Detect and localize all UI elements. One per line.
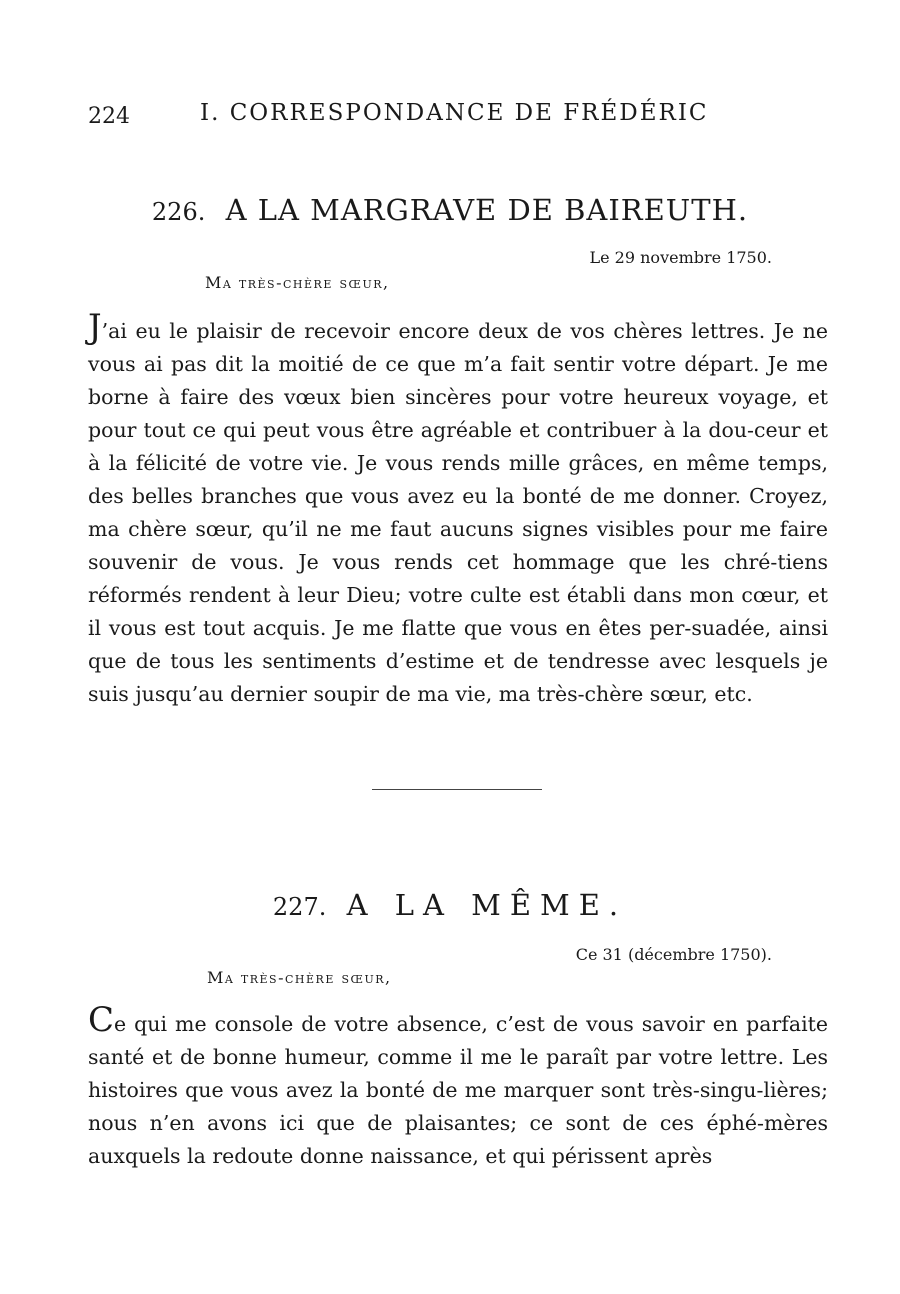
letter-text: ’ai eu le plaisir de recevoir encore deux de vos chères lettres. Je ne vous ai pas dit la moitié de ce que m’a fait sentir votre départ. Je me borne à faire des vœux bien sincères pour votre heureux voyage, et pour tout ce qui peut vous être agréable et contribuer à la dou-ceur et à la félicité de votre vie. Je vous rends mille grâces, en même temps, des belles branches que vous avez eu la bonté de me donner. Croyez, ma chère sœur, qu’il ne me faut aucuns signes visibles pour me faire souvenir de vous. Je vous rends cet hommage que les chré-tiens réformés rendent à leur Dieu; votre culte est établi dans mon cœur, et il vous est tout acquis. Je me flatte que vous en êtes per-suadée, ainsi que de tous les sentiments d’estime et de tendresse avec lesquels je suis jusqu’au dernier soupir de ma vie, ma très-chère sœur, etc. <box>88 319 828 706</box>
section-divider <box>372 789 542 790</box>
letter-227-salutation: Ma très-chère sœur, <box>207 968 392 987</box>
letter-226-heading <box>0 193 900 227</box>
running-head <box>88 100 728 132</box>
letter-text: e qui me console de votre absence, c’est de vous savoir en parfaite santé et de bonne humeur, comme il me le paraît par votre lettre. Les histoires que vous avez la bonté de me marquer sont très-singu-lières; nous n’en avons ici que de plaisantes; ce sont de ces éphé-mères auxquels la redoute donne naissance, et qui périssent après <box>88 1012 828 1168</box>
drop-initial: J <box>88 307 102 347</box>
letter-title: A LA MÊME. <box>346 888 628 922</box>
letter-number: 227. <box>272 893 327 921</box>
letter-226-body <box>88 307 828 711</box>
letter-227-body <box>88 1000 828 1173</box>
letter-number: 226. <box>151 198 206 226</box>
letter-227-heading <box>0 888 900 922</box>
letter-title: A LA MARGRAVE DE BAIREUTH. <box>225 193 749 227</box>
page-number: 224 <box>88 104 130 129</box>
drop-initial: C <box>88 1000 115 1040</box>
letter-227-date: Ce 31 (décembre 1750). <box>575 945 772 964</box>
letter-226-date: Le 29 novembre 1750. <box>589 248 772 267</box>
letter-226-salutation: Ma très-chère sœur, <box>205 273 390 292</box>
running-title: I. CORRESPONDANCE DE FRÉDÉRIC <box>200 100 709 126</box>
